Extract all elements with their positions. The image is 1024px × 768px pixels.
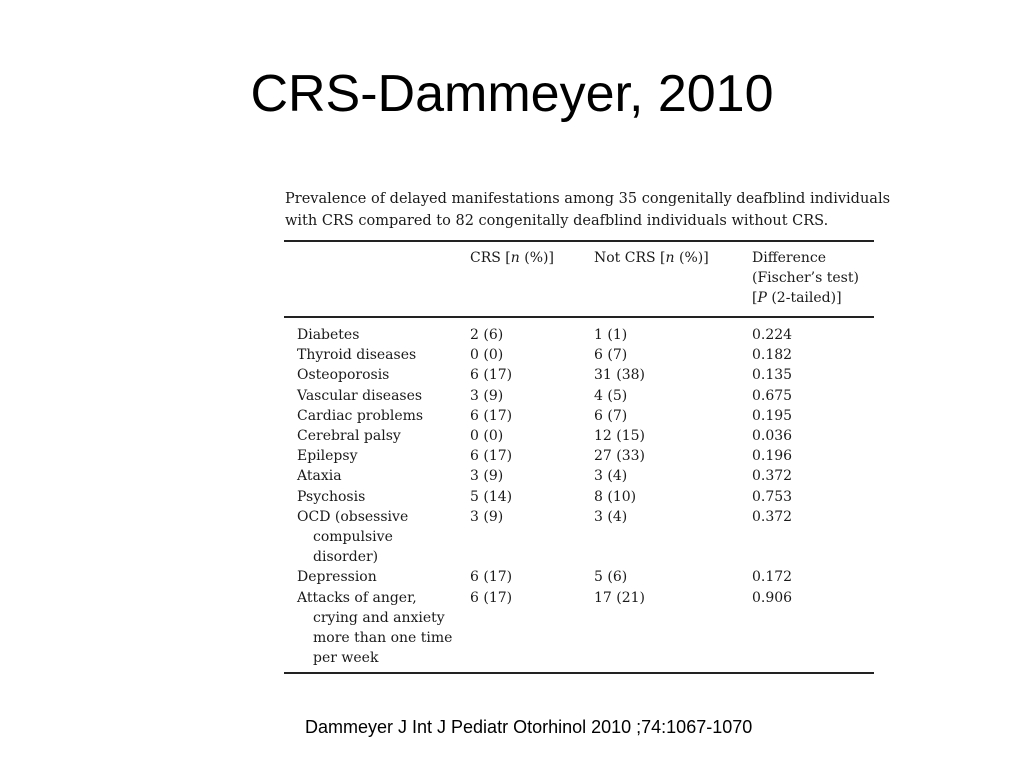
table-header-row — [284, 241, 874, 317]
prevalence-table — [284, 240, 874, 674]
row-p-value: 0.195 — [752, 407, 793, 424]
row-p-value: 0.135 — [752, 367, 793, 384]
row-p-value: 0.172 — [752, 569, 793, 586]
row-not-crs-value: 27 (33) — [594, 448, 646, 465]
row-crs-value: 5 (14) — [470, 488, 513, 505]
prevalence-table-figure — [284, 188, 891, 674]
table-row — [284, 446, 874, 466]
row-p-value: 0.675 — [752, 387, 793, 404]
row-crs-value: 6 (17) — [470, 367, 513, 384]
row-p-value: 0.372 — [752, 468, 793, 485]
row-label: Psychosis — [297, 488, 366, 505]
row-crs-value: 6 (17) — [470, 448, 513, 465]
table-row — [284, 466, 874, 486]
row-label: Diabetes — [297, 327, 360, 343]
row-p-value: 0.753 — [752, 488, 793, 505]
row-not-crs-value: 31 (38) — [594, 367, 646, 384]
table-row — [284, 345, 874, 365]
row-label: Ataxia — [297, 468, 342, 485]
citation-reference: Dammeyer J Int J Pediatr Otorhinol 2010 ;74:1067-1070 — [305, 717, 753, 737]
row-label: Epilepsy — [297, 448, 358, 465]
row-p-value: 0.036 — [752, 428, 793, 445]
row-crs-value: 3 (9) — [470, 387, 504, 404]
table-body — [284, 317, 874, 673]
row-not-crs-value: 1 (1) — [594, 327, 628, 343]
table-row — [284, 588, 874, 674]
header-difference — [752, 241, 874, 317]
table-row — [284, 567, 874, 587]
caption-line: Prevalence of delayed manifestations among 35 congenitally deafblind individuals — [285, 191, 891, 207]
row-not-crs-value: 3 (4) — [594, 508, 628, 525]
row-label: Attacks of anger, crying and anxiety more than one time per week — [297, 589, 453, 667]
row-label: Depression — [297, 569, 377, 586]
row-crs-value: 0 (0) — [470, 428, 504, 445]
header-not-crs: Not CRS [n (%)] — [594, 250, 709, 266]
row-label: Vascular diseases — [297, 387, 423, 404]
row-crs-value: 3 (9) — [470, 468, 504, 485]
table-row — [284, 507, 874, 568]
header-difference-line: (Fischer’s test) — [752, 270, 859, 286]
row-not-crs-value: 6 (7) — [594, 347, 628, 364]
row-not-crs-value: 8 (10) — [594, 488, 637, 505]
row-p-value: 0.372 — [752, 508, 793, 525]
header-label — [284, 241, 470, 317]
header-difference-line: [P (2-tailed)] — [752, 290, 842, 306]
row-label: Osteoporosis — [297, 367, 390, 384]
row-crs-value: 6 (17) — [470, 569, 513, 586]
row-p-value: 0.224 — [752, 327, 793, 343]
row-not-crs-value: 3 (4) — [594, 468, 628, 485]
row-not-crs-value: 4 (5) — [594, 387, 628, 404]
row-label: Cardiac problems — [297, 407, 424, 424]
row-crs-value: 6 (17) — [470, 407, 513, 424]
row-not-crs-value: 17 (21) — [594, 589, 646, 606]
table-row — [284, 406, 874, 426]
row-not-crs-value: 6 (7) — [594, 407, 628, 424]
row-crs-value: 3 (9) — [470, 508, 504, 525]
row-label: Cerebral palsy — [297, 428, 401, 445]
table-row — [284, 317, 874, 345]
caption-line: with CRS compared to 82 congenitally deafblind individuals without CRS. — [285, 213, 829, 229]
row-crs-value: 2 (6) — [470, 327, 504, 343]
row-not-crs-value: 12 (15) — [594, 428, 646, 445]
row-label: Thyroid diseases — [297, 347, 417, 364]
header-crs: CRS [n (%)] — [470, 250, 554, 266]
table-caption — [284, 188, 891, 232]
row-crs-value: 0 (0) — [470, 347, 504, 364]
slide-title: CRS-Dammeyer, 2010 — [250, 65, 774, 123]
table-row — [284, 487, 874, 507]
table-row — [284, 365, 874, 385]
row-label: OCD (obsessive compulsive disorder) — [297, 508, 409, 566]
row-p-value: 0.182 — [752, 347, 793, 364]
header-difference-line: Difference — [752, 250, 827, 266]
row-p-value: 0.906 — [752, 589, 793, 606]
row-crs-value: 6 (17) — [470, 589, 513, 606]
row-not-crs-value: 5 (6) — [594, 569, 628, 586]
row-p-value: 0.196 — [752, 448, 793, 465]
table-row — [284, 386, 874, 406]
table-row — [284, 426, 874, 446]
